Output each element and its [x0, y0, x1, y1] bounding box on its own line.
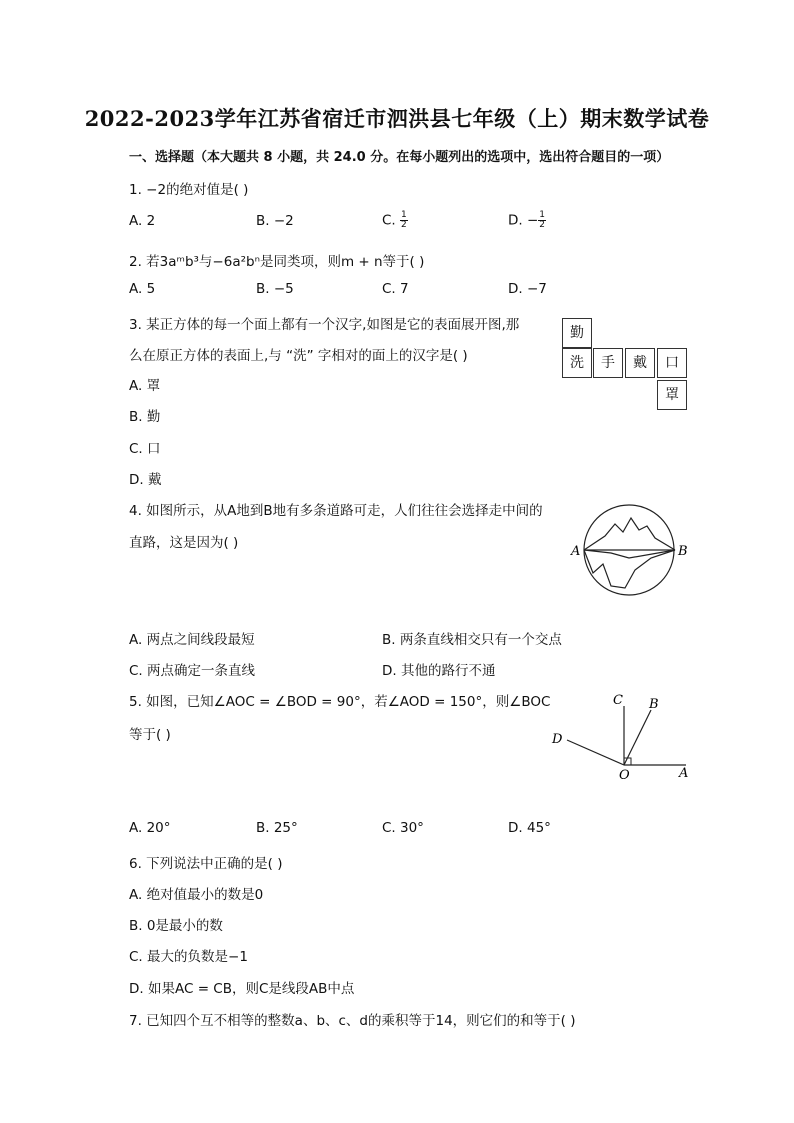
question-5-option-c: C. 30° — [382, 820, 424, 836]
exam-title: 2022-2023学年江苏省宿迁市泗洪县七年级（上）期末数学试卷 — [84, 106, 710, 131]
question-3-stem-line-1: 3. 某正方体的每一个面上都有一个汉字,如图是它的表面展开图,那 — [129, 317, 520, 333]
net-cell-4: 戴 — [625, 348, 655, 378]
fraction-one-half: $\frac{1}{2}$ — [401, 210, 407, 230]
question-2-option-c: C. 7 — [382, 281, 409, 297]
question-6-option-b: B. 0是最小的数 — [129, 918, 223, 934]
question-3-option-b: B. 勤 — [129, 409, 161, 425]
question-4-stem-line-1: 4. 如图所示，从A地到B地有多条道路可走，人们往往会选择走中间的 — [129, 503, 543, 519]
net-cell-6: 罩 — [657, 380, 687, 410]
ray-od — [567, 740, 624, 765]
question-1-option-c: C. $\frac{1}{2}$ — [382, 210, 407, 230]
point-d-label: D — [552, 732, 563, 747]
fraction-one-half: $\frac{1}{2}$ — [539, 210, 546, 230]
question-7-stem: 7. 已知四个互不相等的整数a、b、c、d的乘积等于14，则它们的和等于( ) — [129, 1013, 576, 1029]
point-a-label: A — [679, 766, 689, 781]
angles-figure — [545, 688, 695, 788]
question-6-stem: 6. 下列说法中正确的是( ) — [129, 856, 283, 872]
question-3-stem-line-2: 么在原正方体的表面上,与 “洗” 字相对的面上的汉字是( ) — [129, 348, 468, 364]
question-2-option-d: D. −7 — [508, 281, 547, 297]
net-cell-3: 手 — [593, 348, 623, 378]
question-4-option-d: D. 其他的路行不通 — [382, 663, 496, 679]
question-5-option-b: B. 25° — [256, 820, 298, 836]
question-4-option-c: C. 两点确定一条直线 — [129, 663, 256, 679]
question-6-option-c: C. 最大的负数是−1 — [129, 949, 248, 965]
question-2-option-b: B. −5 — [256, 281, 294, 297]
question-5-stem-line-2: 等于( ) — [129, 727, 171, 743]
point-b-label: B — [649, 697, 659, 712]
question-6-option-a: A. 绝对值最小的数是0 — [129, 887, 264, 903]
question-3-option-d: D. 戴 — [129, 472, 162, 488]
net-cell-2: 洗 — [562, 348, 592, 378]
question-1-stem: 1. −2的绝对值是( ) — [129, 182, 249, 198]
question-5-option-d: D. 45° — [508, 820, 551, 836]
question-2-stem: 2. 若3aᵐb³与−6a²bⁿ是同类项，则m + n等于( ) — [129, 254, 425, 270]
question-5-option-a: A. 20° — [129, 820, 171, 836]
section-heading: 一、选择题（本大题共 8 小题，共 24.0 分。在每小题列出的选项中，选出符合题目的一项） — [129, 150, 670, 165]
question-4-stem-line-2: 直路，这是因为( ) — [129, 535, 239, 551]
question-5-stem-line-1: 5. 如图，已知∠AOC = ∠BOD = 90°，若∠AOD = 150°，则∠BOC — [129, 694, 551, 710]
point-a-label: A — [571, 544, 581, 559]
point-c-label: C — [613, 693, 623, 708]
net-cell-1: 勤 — [562, 318, 592, 348]
question-1-option-b: B. −2 — [256, 213, 294, 229]
question-2-option-a: A. 5 — [129, 281, 156, 297]
roads-figure — [565, 498, 695, 598]
net-cell-5: 口 — [657, 348, 687, 378]
question-4-option-a: A. 两点之间线段最短 — [129, 632, 255, 648]
upper-road — [584, 518, 675, 550]
question-1-option-a: A. 2 — [129, 213, 156, 229]
point-o-label: O — [619, 768, 630, 783]
question-4-option-b: B. 两条直线相交只有一个交点 — [382, 632, 562, 648]
question-3-option-a: A. 罩 — [129, 378, 161, 394]
point-b-label: B — [678, 544, 688, 559]
question-1-option-d: D. − $\frac{1}{2}$ — [508, 210, 546, 230]
question-6-option-d: D. 如果AC = CB，则C是线段AB中点 — [129, 981, 355, 997]
question-3-option-c: C. 口 — [129, 441, 161, 457]
ray-ob — [624, 710, 651, 765]
